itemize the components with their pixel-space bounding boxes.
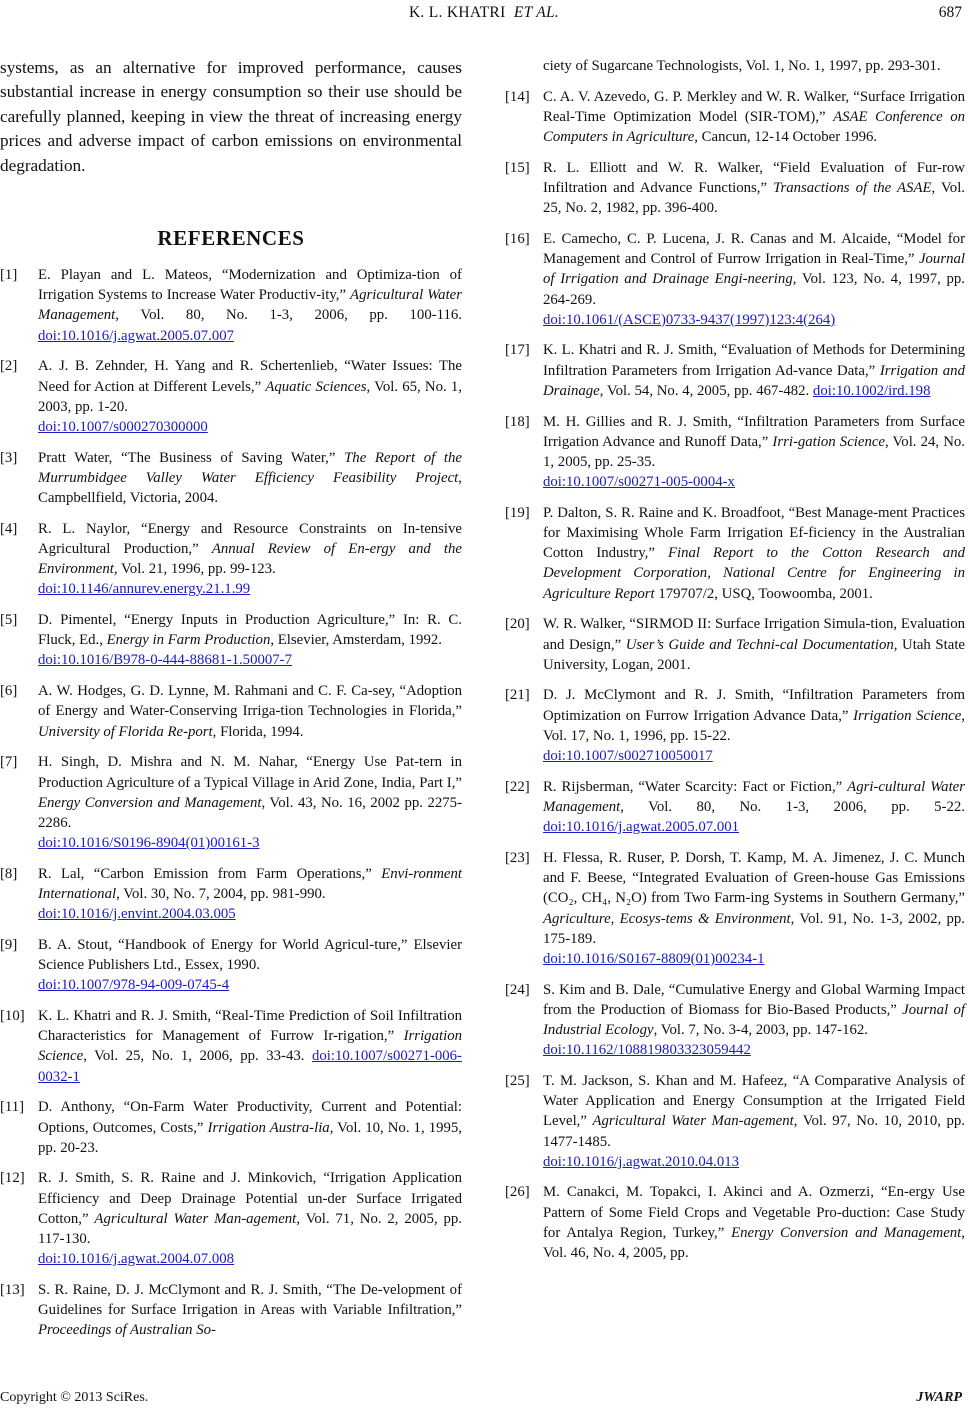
reference-authors-title: H. Flessa, R. Ruser, P. Dorsh, T. Kamp, M. A. Jimenez, J. C. Munch and F. Beese, “Integrated Evaluation of Green-house Gas Emissions (CO₂, CH₄, N₂O) from Two Farm-ing Systems in Southern Germany,” [543, 849, 965, 907]
doi-link[interactable]: doi:10.1061/(ASCE)0733-9437(1997)123:4(264) [543, 311, 836, 328]
reference-journal: Transactions of the ASAE [773, 180, 932, 197]
reference-text [543, 848, 965, 969]
reference-authors-title: E. Playan and L. Mateos, “Modernization and Optimiza-tion of Irrigation Systems to Increase Water Productiv-ity,” [38, 267, 462, 304]
reference-authors-title: A. J. B. Zehnder, H. Yang and R. Schertenlieb, “Water Issues: The Need for Action at Different Levels,” [38, 358, 462, 395]
doi-link[interactable]: doi:10.1016/S0196-8904(01)00161-3 [38, 835, 260, 852]
references-heading: REFERENCES [157, 226, 305, 251]
reference-authors-title: R. J. Smith, S. R. Raine and J. Minkovich, “Irrigation Application Efficiency and Deep Drainage Potential un-der Surface Irrigated Cotton,” [38, 1170, 462, 1227]
reference-text [38, 448, 462, 509]
reference-authors-title: B. A. Stout, “Handbook of Energy for World Agricul-ture,” Elsevier Science Publishers Ltd., Essex, 1990. [38, 936, 462, 974]
reference-text [543, 685, 965, 766]
reference-item [505, 1071, 965, 1172]
reference-number: [25] [505, 1072, 530, 1089]
reference-journal: Irrigation Science [853, 707, 962, 724]
reference-authors-title: E. Camecho, C. P. Lucena, J. R. Canas and M. Alcaide, “Model for Management and Control of Furrow Irrigation in Real-Time,” [543, 230, 965, 268]
reference-number: [6] [0, 683, 18, 700]
reference-text [38, 1006, 462, 1087]
reference-item [505, 614, 965, 675]
reference-text [38, 1097, 462, 1158]
doi-link[interactable]: doi:10.1016/j.envint.2004.03.005 [38, 906, 236, 923]
reference-number: [8] [0, 865, 18, 882]
reference-item [0, 752, 462, 853]
reference-number: [15] [505, 159, 530, 176]
reference-text [543, 614, 965, 675]
reference-journal: Agri-cultural Water Management [543, 778, 966, 815]
reference-journal: Energy Conversion and Management [731, 1224, 962, 1241]
reference-details: , Cancun, 12-14 October 1996. [694, 129, 878, 146]
reference-text [38, 356, 462, 437]
reference-details: , Vol. 65, No. 1, 2003, pp. 1-20. [38, 378, 462, 415]
doi-link[interactable]: doi:10.1162/108819803323059442 [543, 1042, 751, 1059]
reference-item [505, 340, 965, 401]
reference-number: [2] [0, 358, 18, 375]
reference-number: [3] [0, 449, 18, 466]
reference-journal: ASAE Conference on Computers in Agriculture [543, 108, 965, 146]
reference-journal: Final Report to the Cotton Research and Development Corporation, National Centre for Engineering in Agriculture Report [543, 545, 966, 602]
reference-number: [24] [505, 981, 530, 998]
reference-text [543, 777, 965, 838]
reference-number: [5] [0, 612, 18, 629]
reference-authors-title: S. R. Raine, D. J. McClymont and R. J. Smith, “The De-velopment of Guidelines for Surface Irrigation in Areas with Variable Infiltration,” [38, 1281, 462, 1319]
reference-details: , Vol. 10, No. 1, 1995, pp. 20-23. [38, 1119, 462, 1156]
reference-item [0, 935, 462, 996]
reference-text [38, 610, 462, 671]
reference-details: , Vol. 80, No. 1-3, 2006, pp. 5-22. [620, 799, 965, 815]
reference-item [0, 1280, 462, 1341]
reference-details: , Vol. 30, No. 7, 2004, pp. 981-990. [116, 886, 326, 903]
reference-details: , Vol. 25, No. 2, 1982, pp. 396-400. [543, 180, 965, 217]
reference-number: [23] [505, 849, 530, 866]
references-list-left [0, 265, 462, 1341]
reference-text [38, 1280, 462, 1341]
reference-details: , Campbellfield, Victoria, 2004. [38, 469, 462, 507]
reference-text [38, 935, 462, 996]
reference-details: , Utah State University, Logan, 2001. [543, 636, 965, 673]
page-number: 687 [938, 4, 962, 21]
reference-journal: Agricultural Water Man-agement [94, 1210, 297, 1227]
reference-number: [10] [0, 1008, 25, 1025]
reference-text [543, 158, 965, 219]
reference-authors-title: K. L. Khatri and R. J. Smith, “Real-Time Prediction of Soil Infiltration Characteristics for Management of Furrow Ir-rigation,” [38, 1008, 462, 1045]
reference-journal: Proceedings of Australian So- [38, 1322, 216, 1339]
reference-text [38, 265, 462, 346]
reference-number: [16] [505, 230, 530, 247]
reference-details: , Vol. 91, No. 1-3, 2002, pp. 175-189. [543, 910, 966, 947]
doi-link[interactable]: doi:10.1016/j.agwat.2005.07.007 [38, 327, 235, 344]
reference-text [543, 980, 965, 1061]
page-footer [0, 1388, 968, 1414]
reference-number: [13] [0, 1281, 25, 1298]
doi-link[interactable]: doi:10.1016/B978-0-444-88681-1.50007-7 [38, 652, 292, 669]
reference-authors-title: A. W. Hodges, G. D. Lynne, M. Rahmani and C. F. Ca-sey, “Adoption of Energy and Water-Conserving Irriga-tion Technologies in Florida,” [38, 683, 462, 720]
reference-journal: Irrigation Austra-lia [207, 1119, 330, 1136]
reference-authors-title: R. L. Elliott and W. R. Walker, “Field Evaluation of Fur-row Infiltration and Advance Functions,” [543, 159, 965, 197]
doi-link[interactable]: doi:10.1007/978-94-009-0745-4 [38, 977, 230, 994]
reference-item [505, 87, 965, 148]
page-header [0, 0, 968, 26]
reference-journal: Agricultural Water Management [38, 287, 463, 324]
reference-authors-title: M. Canakci, M. Topakci, I. Akinci and A. Ozmerzi, “En-ergy Use Pattern of Some Field Crops and Vegetable Pro-duction: Case Study for Antalya Region, Turkey,” [543, 1184, 965, 1241]
reference-number: [19] [505, 504, 530, 521]
reference-number: [1] [0, 267, 18, 284]
doi-link[interactable]: doi:10.1146/annurev.energy.21.1.99 [38, 581, 251, 598]
reference-item [0, 1097, 462, 1158]
reference-journal: University of Florida Re-port [38, 723, 213, 740]
reference-details: , Vol. 80, No. 1-3, 2006, pp. 100-116. [115, 307, 462, 324]
reference-text [38, 1168, 462, 1269]
reference-details: , Florida, 1994. [212, 723, 304, 740]
reference-text [543, 1071, 965, 1172]
reference-item [0, 448, 462, 509]
doi-link[interactable]: doi:10.1007/s002710050017 [543, 748, 713, 765]
doi-link[interactable]: doi:10.1007/s000270300000 [38, 418, 208, 435]
doi-link[interactable]: doi:10.1002/ird.198 [812, 382, 931, 399]
ref-13-details-cont: , Vol. 1, No. 1, 1997, pp. 293-301. [738, 58, 941, 74]
reference-authors-title: D. J. McClymont and R. J. Smith, “Infiltration Parameters from Optimization on Furrow Irrigation Advance Data,” [543, 687, 965, 724]
reference-details: , Vol. 43, No. 16, 2002 pp. 2275-2286. [38, 794, 462, 831]
reference-authors-title: P. Dalton, S. R. Raine and K. Broadfoot, “Best Manage-ment Practices for Maximising Whole Farm Irrigation Ef-ficiency in the Australian Cotton Industry,” [543, 504, 965, 562]
reference-details: , Elsevier, Amsterdam, 1992. [270, 632, 442, 649]
doi-link[interactable]: doi:10.1016/j.agwat.2005.07.001 [543, 819, 740, 836]
reference-details: , Vol. 17, No. 1, 1996, pp. 15-22. [543, 707, 965, 744]
reference-authors-title: T. M. Jackson, S. Khan and M. Hafeez, “A Comparative Analysis of Water Application and Energy Consumption at the Irrigated Field Level,” [543, 1072, 965, 1130]
reference-authors-title: R. Lal, “Carbon Emission from Farm Operations,” [38, 865, 382, 882]
reference-number: [21] [505, 687, 530, 704]
running-head [0, 4, 968, 22]
reference-authors-title: K. L. Khatri and R. J. Smith, “Evaluation of Methods for Determining Infiltration Parameters from Irrigation Ad-vance Data,” [543, 342, 965, 379]
reference-authors-title: C. A. V. Azevedo, G. P. Merkley and W. R. Walker, “Surface Irrigation Real-Time Optimization Model (SIR-TOM),” [543, 88, 965, 125]
reference-journal: The Report of the Murrumbidgee Valley Water Efficiency Feasibility Project [38, 449, 462, 486]
reference-journal: Irri-gation Science [772, 433, 885, 450]
reference-journal: Envi-ronment International [38, 865, 462, 903]
reference-details: , Vol. 25, No. 1, 2006, pp. 33-43. [83, 1048, 312, 1065]
reference-details: , Vol. 54, No. 4, 2005, pp. 467-482. [599, 382, 813, 399]
reference-journal: Energy in Farm Production [106, 632, 271, 649]
reference-journal: Journal of Irrigation and Drainage Engi-neering [543, 251, 965, 288]
doi-link[interactable]: doi:10.1007/s00271-006-0032-1 [38, 1048, 462, 1085]
reference-item [0, 1006, 462, 1087]
reference-details: , Vol. 123, No. 4, 1997, pp. 264-269. [543, 271, 965, 308]
reference-journal: Agricultural Water Man-agement [592, 1113, 794, 1130]
reference-journal: Agriculture, Ecosys-tems & Environment [543, 910, 791, 927]
journal-abbreviation: JWARP [916, 1390, 962, 1405]
reference-authors-title: Pratt Water, “The Business of Saving Water,” [38, 449, 345, 466]
reference-number: [14] [505, 88, 530, 105]
reference-text [543, 87, 965, 148]
reference-journal: Journal of Industrial Ecology [543, 1001, 965, 1039]
reference-number: [4] [0, 520, 18, 537]
reference-number: [12] [0, 1170, 25, 1187]
doi-link[interactable]: doi:10.1016/j.agwat.2010.04.013 [543, 1153, 740, 1170]
reference-journal: Aquatic Sciences [265, 378, 367, 395]
reference-item [505, 412, 965, 493]
reference-item [0, 356, 462, 437]
reference-details: , Vol. 46, No. 4, 2005, pp. [543, 1224, 965, 1262]
reference-number: [20] [505, 616, 530, 633]
reference-item [505, 158, 965, 219]
reference-details: 179707/2, USQ, Toowoomba, 2001. [654, 585, 873, 602]
reference-number: [9] [0, 936, 18, 953]
reference-text [38, 864, 462, 925]
ref-13-journal-cont: ciety of Sugarcane Technologists [543, 58, 739, 74]
body-paragraph: systems, as an alternative for improved performance, causes substantial increase in energy consumption so their use should be carefully planned, keeping in view the threat of increasing energy prices and adverse impact of carbon emissions on environmental degradation. [0, 58, 462, 175]
reference-item [0, 610, 462, 671]
reference-number: [11] [0, 1099, 25, 1116]
reference-13-continuation [505, 56, 965, 76]
copyright-notice: Copyright © 2013 SciRes. [0, 1390, 149, 1405]
reference-authors-title: M. H. Gillies and R. J. Smith, “Infiltration Parameters from Surface Irrigation Advance and Runoff Data,” [543, 413, 965, 450]
reference-item [505, 848, 965, 969]
reference-item [505, 503, 965, 604]
reference-authors-title: R. L. Naylor, “Energy and Resource Constraints on In-tensive Agricultural Production,” [38, 520, 462, 557]
reference-item [0, 681, 462, 742]
doi-link[interactable]: doi:10.1016/S0167-8809(01)00234-1 [543, 950, 765, 967]
reference-journal: Irrigation Science [38, 1028, 462, 1065]
reference-text [543, 503, 965, 604]
reference-journal: Irrigation and Drainage [543, 362, 965, 399]
reference-journal: Annual Review of En-ergy and the Environment [38, 540, 462, 578]
reference-authors-title: D. Anthony, “On-Farm Water Productivity, Current and Potential: Options, Outcomes, Costs,” [38, 1099, 462, 1136]
reference-text [38, 752, 462, 853]
reference-number: [18] [505, 413, 530, 430]
references-list-right [505, 87, 965, 1264]
left-column [0, 56, 462, 1351]
reference-authors-title: S. Kim and B. Dale, “Cumulative Energy and Global Warming Impact from the Production of Biomass for Bio-Based Products,” [543, 981, 965, 1018]
reference-item [0, 864, 462, 925]
right-column [505, 56, 965, 1274]
reference-item [0, 1168, 462, 1269]
reference-journal: Energy Conversion and Management [38, 794, 262, 811]
reference-number: [17] [505, 342, 530, 359]
reference-authors-title: D. Pimentel, “Energy Inputs in Production Agriculture,” In: R. C. Fluck, Ed., [38, 612, 462, 649]
reference-number: [7] [0, 754, 18, 771]
reference-details: , Vol. 7, No. 3-4, 2003, pp. 147-162. [653, 1022, 868, 1039]
reference-item [0, 519, 462, 600]
reference-details: , Vol. 24, No. 1, 2005, pp. 25-35. [543, 433, 965, 470]
reference-number: [22] [505, 778, 530, 795]
reference-authors-title: W. R. Walker, “SIRMOD II: Surface Irrigation Simula-tion, Evaluation and Design,” [543, 616, 965, 653]
reference-item [505, 777, 965, 838]
reference-number: [26] [505, 1184, 530, 1201]
reference-item [0, 265, 462, 346]
running-head-etal: ET AL. [513, 4, 560, 21]
reference-details: , Vol. 21, 1996, pp. 99-123. [113, 561, 276, 578]
reference-text [543, 340, 965, 401]
doi-link[interactable]: doi:10.1007/s00271-005-0004-x [543, 474, 735, 491]
reference-authors-title: H. Singh, D. Mishra and N. M. Nahar, “Energy Use Pat-tern in Production Agriculture of a Typical Village in Arid Zone, India, Part I,” [38, 754, 462, 791]
running-head-authors: K. L. KHATRI [408, 4, 506, 21]
reference-text [543, 412, 965, 493]
reference-item [505, 229, 965, 330]
reference-journal: User’s Guide and Techni-cal Documentation [625, 636, 894, 653]
reference-details: , Vol. 71, No. 2, 2005, pp. 117-130. [38, 1210, 462, 1248]
reference-item [505, 980, 965, 1061]
reference-details: , Vol. 97, No. 10, 2010, pp. 1477-1485. [543, 1113, 965, 1150]
reference-item [505, 1182, 965, 1263]
reference-text [543, 229, 965, 330]
reference-item [505, 685, 965, 766]
reference-text [38, 681, 462, 742]
reference-authors-title: R. Rijsberman, “Water Scarcity: Fact or Fiction,” [543, 778, 848, 795]
reference-text [543, 1182, 965, 1263]
doi-link[interactable]: doi:10.1016/j.agwat.2004.07.008 [38, 1251, 235, 1268]
reference-text [38, 519, 462, 600]
